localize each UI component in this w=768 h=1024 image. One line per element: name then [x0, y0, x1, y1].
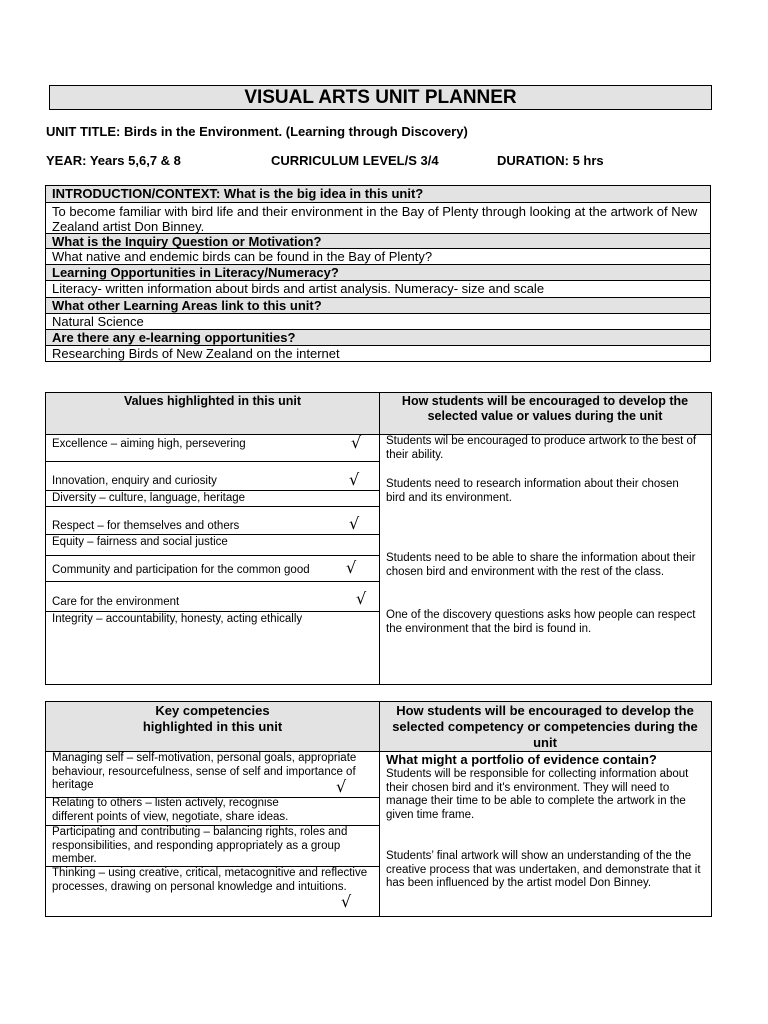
elearning-answer: Researching Birds of New Zealand on the internet — [52, 346, 340, 361]
value-item: Excellence – aiming high, persevering — [52, 438, 246, 450]
literacy-question: Learning Opportunities in Literacy/Numeracy? — [46, 265, 710, 281]
values-note: Students need to be able to share the information about their chosen bird and environment with the rest of the class. — [386, 552, 696, 578]
value-item: Integrity – accountability, honesty, acting ethically — [52, 613, 303, 625]
values-note: Students need to research information about their chosen bird and its environment. — [386, 478, 679, 504]
values-note: Students wil be encouraged to produce artwork to the best of their ability. — [386, 435, 697, 461]
learning-areas-question: What other Learning Areas link to this unit? — [46, 298, 710, 314]
checkmark-icon: √ — [349, 470, 360, 489]
intro-table — [45, 185, 711, 362]
unit-title: UNIT TITLE: Birds in the Environment. (Learning through Discovery) — [46, 124, 468, 139]
competency-item: Managing self – self-motivation, personal goals, appropriate behaviour, resourcefulness, sense of self and importance of heritage — [52, 752, 357, 791]
value-item: Community and participation for the common good — [52, 564, 310, 576]
value-item: Diversity – culture, language, heritage — [52, 492, 246, 504]
values-table — [45, 392, 712, 685]
values-header-left: Values highlighted in this unit — [46, 393, 379, 434]
inquiry-answer: What native and endemic birds can be found in the Bay of Plenty? — [46, 249, 710, 265]
competencies-table — [45, 701, 712, 917]
literacy-answer: Literacy- written information about birds and artist analysis. Numeracy- size and scale — [46, 281, 710, 298]
competencies-header-left: Key competencies highlighted in this unit — [46, 702, 379, 751]
competency-item: Participating and contributing – balancing rights, roles and responsibilities, and responding appropriately as a group member. — [52, 826, 348, 865]
intro-answer: To become familiar with bird life and their environment in the Bay of Plenty through looking at the artwork of New Zealand artist Don Binney. — [46, 203, 710, 234]
competencies-note: Students’ final artwork will show an understanding of the the creative process that was undertaken, and demonstrate that it has been influenced by the artist model Don Binney. — [386, 850, 701, 889]
competency-item: Thinking – using creative, critical, metacognitive and reflective processes, drawing on personal knowledge and intuitions. — [52, 867, 368, 893]
year-level: YEAR: Years 5,6,7 & 8 — [46, 153, 181, 168]
duration: DURATION: 5 hrs — [497, 153, 604, 168]
value-item: Respect – for themselves and others — [52, 520, 240, 532]
checkmark-icon: √ — [346, 558, 357, 577]
value-item: Innovation, enquiry and curiosity — [52, 475, 217, 487]
checkmark-icon: √ — [336, 777, 347, 796]
portfolio-question: What might a portfolio of evidence contain? — [386, 752, 657, 767]
value-item: Equity – fairness and social justice — [52, 536, 228, 548]
checkmark-icon: √ — [351, 433, 362, 452]
intro-question: INTRODUCTION/CONTEXT: What is the big idea in this unit? — [46, 186, 710, 203]
learning-areas-answer: Natural Science — [46, 314, 710, 330]
inquiry-question: What is the Inquiry Question or Motivation? — [46, 234, 710, 249]
curriculum-level: CURRICULUM LEVEL/S 3/4 — [271, 153, 439, 168]
checkmark-icon: √ — [341, 892, 352, 911]
values-note: One of the discovery questions asks how people can respect the environment that the bird is found in. — [386, 609, 696, 635]
checkmark-icon: √ — [356, 589, 367, 608]
competencies-note: Students will be responsible for collecting information about their chosen bird and it's environment. They will need to manage their time to be able to complete the artwork in the given time frame. — [386, 768, 689, 821]
elearning-question: Are there any e-learning opportunities? — [46, 330, 710, 346]
values-header-right: How students will be encouraged to develop the selected value or values during the unit — [379, 393, 711, 434]
competencies-header-right: How students will be encouraged to develop the selected competency or competencies during the unit — [379, 702, 711, 751]
competency-item: Relating to others – listen actively, recognise different points of view, negotiate, share ideas. — [52, 797, 289, 823]
checkmark-icon: √ — [349, 514, 360, 533]
page-title: VISUAL ARTS UNIT PLANNER — [49, 85, 712, 110]
value-item: Care for the environment — [52, 596, 180, 608]
